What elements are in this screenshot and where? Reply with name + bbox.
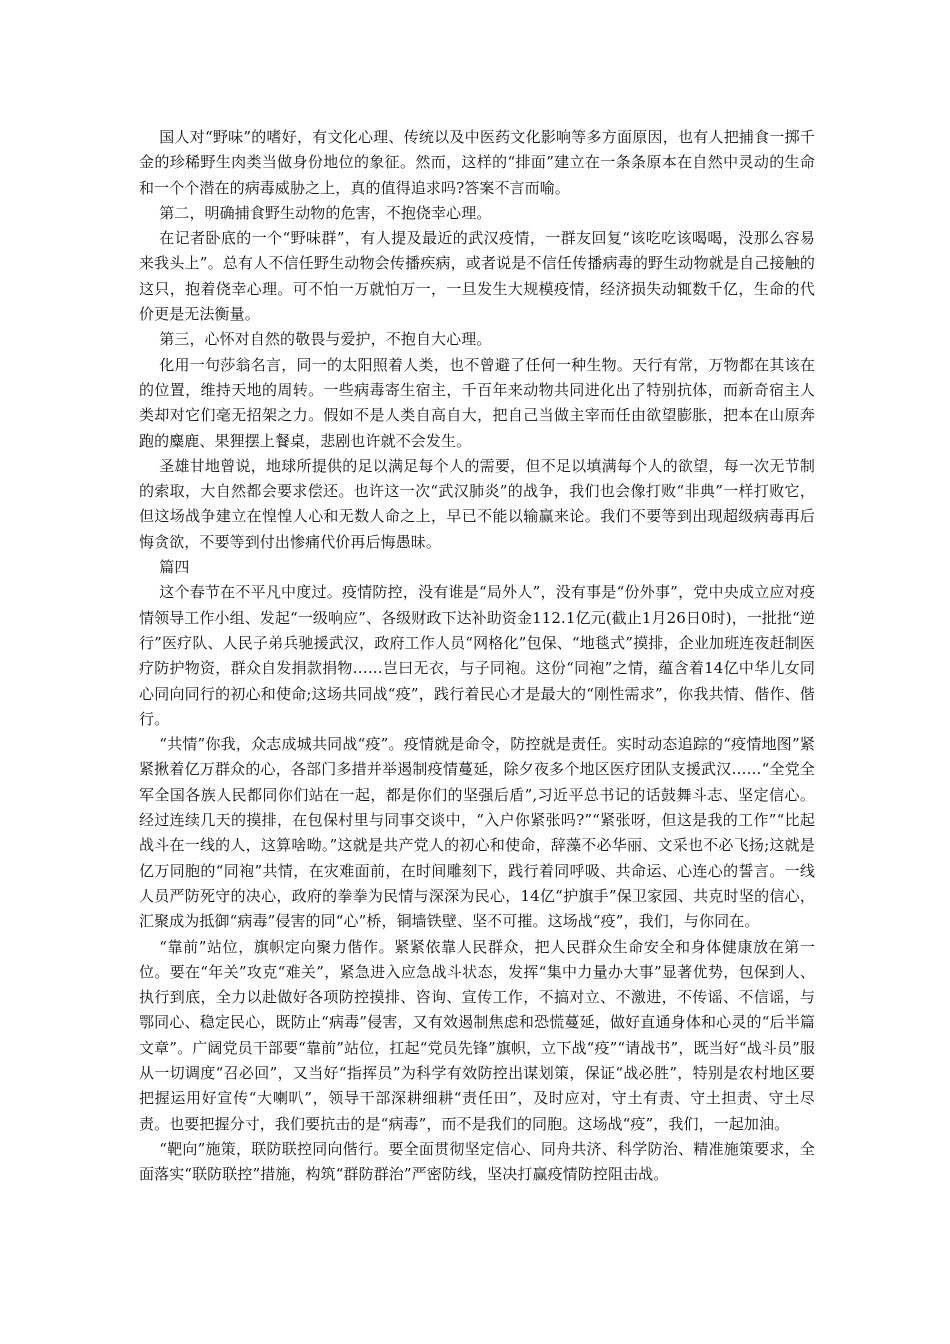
document-page: [139, 125, 815, 1187]
paragraph: “共情”你我，众志成城共同战“疫”。疫情就是命令，防控就是责任。实时动态追踪的“疫情地图”紧紧揪着亿万群众的心，各部门多措并举遏制疫情蔓延，除夕夜多个地区医疗团队支援武汉……“全党全军全国各族人民都同你们站在一起，都是你们的坚强后盾”,习近平总书记的话鼓舞斗志、坚定信心。经过连续几天的摸排，在包保村里与同事交谈中，“入户你紧张吗?”“紧张呀，但这是我的工作”“比起战斗在一线的人，这算啥呦。”这就是共产党人的初心和使命，辞藻不必华丽、文采也不必飞扬;这就是亿万同胞的“同袍”共情，在灾难面前，在时间雕刻下，践行着同呼吸、共命运、心连心的誓言。一线人员严防死守的决心，政府的拳拳为民情与深深为民心，14亿“护旗手”保卫家园、共克时坚的信心，汇聚成为抵御“病毒”侵害的同“心”桥，铜墙铁壁、坚不可摧。这场战“疫”，我们，与你同在。: [139, 735, 815, 931]
paragraph: 这个春节在不平凡中度过。疫情防控，没有谁是“局外人”，没有事是“份外事”，党中央成立应对疫情领导工作小组、发起“一级响应”、各级财政下达补助资金112.1亿元(截止1月26日0时)，一批批“逆行”医疗队、人民子弟兵驰援武汉，政府工作人员“网格化”包保、“地毯式”摸排，企业加班连夜赶制医疗防护物资，群众自发捐款捐物……岂曰无衣，与子同袍。这份“同袍”之情，蕴含着14亿中华儿女同心同向同行的初心和使命;这场共同战“疫”，践行着民心才是最大的“刚性需求”，你我共情、偕作、偕行。: [139, 583, 815, 728]
paragraph: 在记者卧底的一个“野味群”，有人提及最近的武汉疫情，一群友回复“该吃吃该喝喝，没那么容易来我头上”。总有人不信任野生动物会传播疾病，或者说是不信任传播病毒的野生动物就是自己接触的这只，抱着侥幸心理。可不怕一万就怕万一，一旦发生大规模疫情，经济损失动辄数千亿，生命的代价更是无法衡量。: [139, 229, 815, 324]
paragraph: 圣雄甘地曾说，地球所提供的足以满足每个人的需要，但不足以填满每个人的欲望，每一次无节制的索取，大自然都会要求偿还。也许这一次“武汉肺炎”的战争，我们也会像打败“非典”一样打败它，但这场战争建立在惶惶人心和无数人命之上，早已不能以输赢来论。我们不要等到出现超级病毒再后悔贪欲，不要等到付出惨痛代价再后悔愚昧。: [139, 456, 815, 551]
paragraph: 第三，心怀对自然的敬畏与爱护，不抱自大心理。: [159, 330, 492, 349]
paragraph: 第二，明确捕食野生动物的危害，不抱侥幸心理。: [159, 203, 492, 222]
paragraph: 化用一句莎翁名言，同一的太阳照着人类，也不曾避了任何一种生物。天行有常，万物都在其该在的位置，维持天地的周转。一些病毒寄生宿主，千百年来动物共同进化出了特别抗体，而新奇宿主人类却对它们毫无招架之力。假如不是人类自高自大，把自己当做主宰而任由欲望膨胀，把本在山原奔跑的麋鹿、果狸摆上餐桌，悲剧也许就不会发生。: [139, 355, 815, 450]
paragraph: “靠前”站位，旗帜定向聚力偕作。紧紧依靠人民群众，把人民群众生命安全和身体健康放在第一位。要在“年关”攻克“难关”，紧急进入应急战斗状态，发挥“集中力量办大事”显著优势，包保到人、执行到底，全力以赴做好各项防控摸排、咨询、宣传工作，不搞对立、不激进，不传谣、不信谣，与鄂同心、稳定民心，既防止“病毒”侵害，又有效遏制焦虑和恐慌蔓延，做好直通身体和心灵的“后半篇文章”。广阔党员干部要“靠前”站位，扛起“党员先锋”旗帜，立下战“疫”“请战书”，既当好“战斗员”服从一切调度“召必回”，又当好“指挥员”为科学有效防控出谋划策，保证“战必胜”，特别是农村地区要把握运用好宣传“大喇叭”，领导干部深耕细耕“责任田”，及时应对，守土有责、守土担责、守土尽责。也要把握分寸，我们要抗击的是“病毒”，而不是我们的同胞。这场战“疫”，我们，一起加油。: [139, 937, 815, 1133]
section-heading: 篇四: [159, 558, 190, 577]
paragraph: 国人对“野味”的嗜好，有文化心理、传统以及中医药文化影响等多方面原因，也有人把捕食一掷千金的珍稀野生肉类当做身份地位的象征。然而，这样的“排面”建立在一条条原本在自然中灵动的生命和一个个潜在的病毒威胁之上，真的值得追求吗?答案不言而喻。: [139, 128, 815, 197]
paragraph: “靶向”施策，联防联控同向偕行。要全面贯彻坚定信心、同舟共济、科学防治、精准施策要求，全面落实“联防联控”措施，构筑“群防群治”严密防线，坚决打赢疫情防控阻击战。: [139, 1139, 815, 1184]
